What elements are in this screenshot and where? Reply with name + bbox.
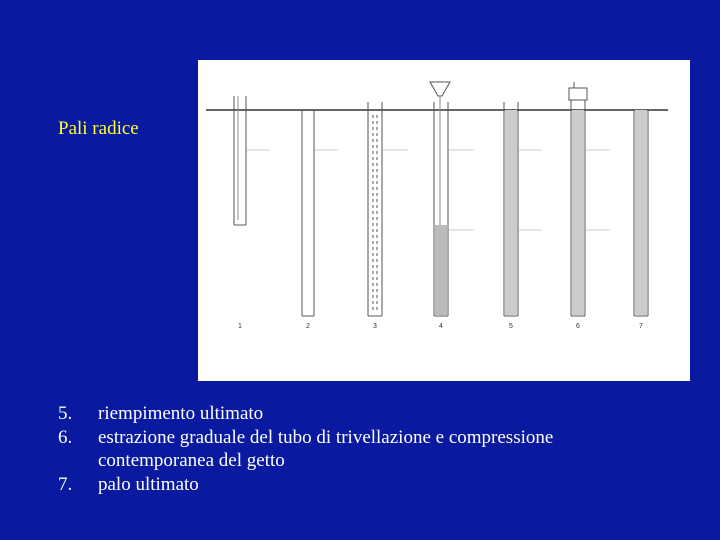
- step-number: 5.: [58, 403, 73, 424]
- stage-number: 4: [439, 323, 443, 330]
- stage-number: 2: [306, 323, 310, 330]
- step-number: 7.: [58, 473, 73, 495]
- stage-5-filled: [504, 102, 518, 316]
- stage-6-extraction: [569, 82, 587, 316]
- stage-number: 1: [238, 323, 242, 330]
- stage-1-drilling: [234, 96, 246, 225]
- stage-number: 3: [373, 323, 377, 330]
- pile-stages-diagram: [198, 60, 690, 381]
- steps-list: [58, 402, 568, 496]
- stage-2-tube: [302, 110, 314, 316]
- step-number: 6.: [58, 426, 73, 448]
- step-text: palo ultimato: [98, 473, 199, 495]
- step-text: estrazione graduale del tubo di trivellazione e compressione contemporanea del getto: [98, 426, 554, 471]
- stage-number: 5: [509, 323, 513, 330]
- step-item: [58, 426, 568, 473]
- stage-3-reinforcement: [368, 102, 382, 316]
- stage-number: 6: [576, 323, 580, 330]
- step-item: [58, 402, 568, 426]
- step-item: [58, 473, 568, 497]
- slide-title: Pali radice: [58, 118, 139, 139]
- stage-4-filling: [430, 82, 450, 316]
- stage-number: 7: [639, 323, 643, 330]
- stage-7-finished: [634, 110, 648, 316]
- pile-construction-drawing: [198, 60, 690, 381]
- step-text: riempimento ultimato: [98, 403, 264, 424]
